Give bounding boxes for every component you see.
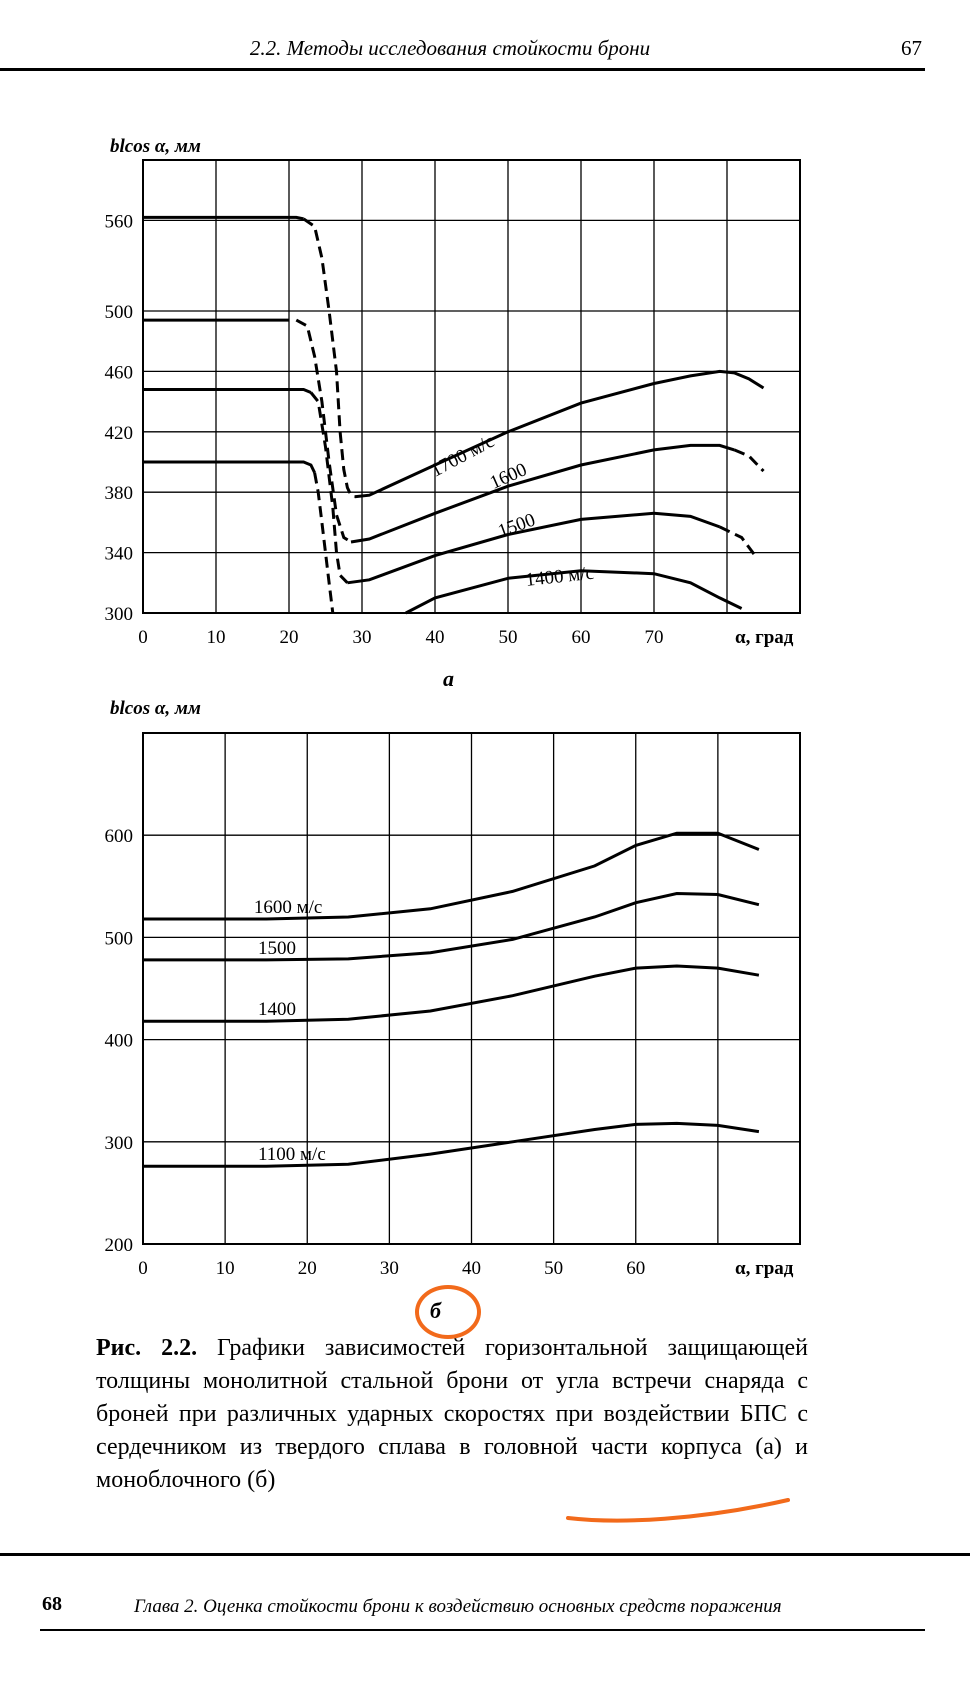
- y-tick-label: 560: [104, 211, 133, 233]
- y-tick-label: 200: [104, 1235, 133, 1256]
- series-line-dashed: [734, 450, 763, 471]
- y-tick-label: 400: [104, 1030, 133, 1052]
- handwritten-circle-annotation: [415, 1285, 481, 1339]
- footer-rule: [40, 1629, 925, 1631]
- series-label: 1700 м/с: [427, 430, 498, 482]
- x-tick-label: 0: [138, 627, 148, 648]
- y-tick-label: 420: [104, 422, 133, 444]
- series-line: [143, 1123, 759, 1166]
- chart-b-label: б: [430, 1298, 441, 1323]
- series-label: 1500: [495, 509, 539, 543]
- page-header: [0, 0, 970, 74]
- header-page-number: 67: [901, 36, 922, 60]
- series-label: 1500: [257, 937, 296, 959]
- x-tick-label: 70: [644, 627, 664, 648]
- caption-text: Графики зависимостей горизонтальной защищающей толщины монолитной стальной брони от угла встречи снаряда с броней при различных ударных скоростях при воздействии БПС с сердечником из твердого сплава в головной части корпуса (а) и моноблочного (б): [96, 1335, 808, 1493]
- x-tick-label: 20: [297, 1258, 317, 1279]
- series-label: 1400 м/с: [524, 562, 595, 591]
- y-tick-label: 500: [104, 928, 133, 950]
- header-rule: [0, 68, 925, 71]
- series-label: 1600 м/с: [253, 896, 323, 918]
- x-tick-label: 50: [498, 627, 518, 648]
- y-tick-label: 380: [104, 483, 133, 505]
- series-line: [143, 217, 304, 219]
- header-title: 2.2. Методы исследования стойкости брони: [249, 36, 651, 60]
- handwritten-underline-annotation: [560, 1490, 800, 1530]
- figure-caption: [96, 1332, 808, 1497]
- x-tick-label: 0: [138, 1258, 148, 1279]
- series-label: 1400: [257, 999, 296, 1021]
- y-tick-label: 600: [104, 826, 133, 848]
- y-axis-label: blcos α, мм: [110, 698, 201, 719]
- series-line: [143, 966, 759, 1021]
- y-tick-label: 300: [104, 1132, 133, 1154]
- x-tick-label: 20: [279, 627, 299, 648]
- footer-title: Глава 2. Оценка стойкости брони к воздействию основных средств поражения: [134, 1596, 782, 1617]
- x-axis-label: α, град: [735, 627, 794, 648]
- x-tick-label: 40: [462, 1258, 481, 1279]
- x-tick-label: 50: [544, 1258, 564, 1279]
- series-line: [355, 371, 764, 496]
- y-tick-label: 500: [104, 302, 133, 323]
- series-line: [143, 390, 311, 393]
- x-tick-label: 30: [379, 1258, 399, 1279]
- footer-page-number: 68: [42, 1593, 62, 1615]
- series-line: [143, 833, 759, 919]
- page-break-rule: [0, 1553, 970, 1556]
- series-line-dashed: [311, 393, 348, 583]
- caption-label: Рис. 2.2.: [96, 1335, 198, 1361]
- x-tick-label: 10: [215, 1258, 235, 1279]
- x-tick-label: 30: [352, 627, 372, 648]
- x-tick-label: 10: [206, 627, 226, 648]
- series-label: 1100 м/с: [257, 1144, 326, 1166]
- chart-a-label: а: [443, 666, 454, 691]
- x-tick-label: 40: [425, 627, 445, 648]
- x-tick-label: 60: [571, 627, 591, 648]
- y-tick-label: 340: [104, 543, 133, 565]
- x-axis-label: α, град: [735, 1258, 794, 1279]
- chart-b: [0, 690, 970, 1300]
- chart-a: [0, 120, 970, 660]
- y-tick-label: 460: [104, 362, 133, 384]
- y-tick-label: 300: [104, 604, 133, 625]
- x-tick-label: 60: [626, 1258, 646, 1279]
- y-axis-label: blcos α, мм: [110, 136, 201, 157]
- series-label: 1600: [486, 459, 531, 494]
